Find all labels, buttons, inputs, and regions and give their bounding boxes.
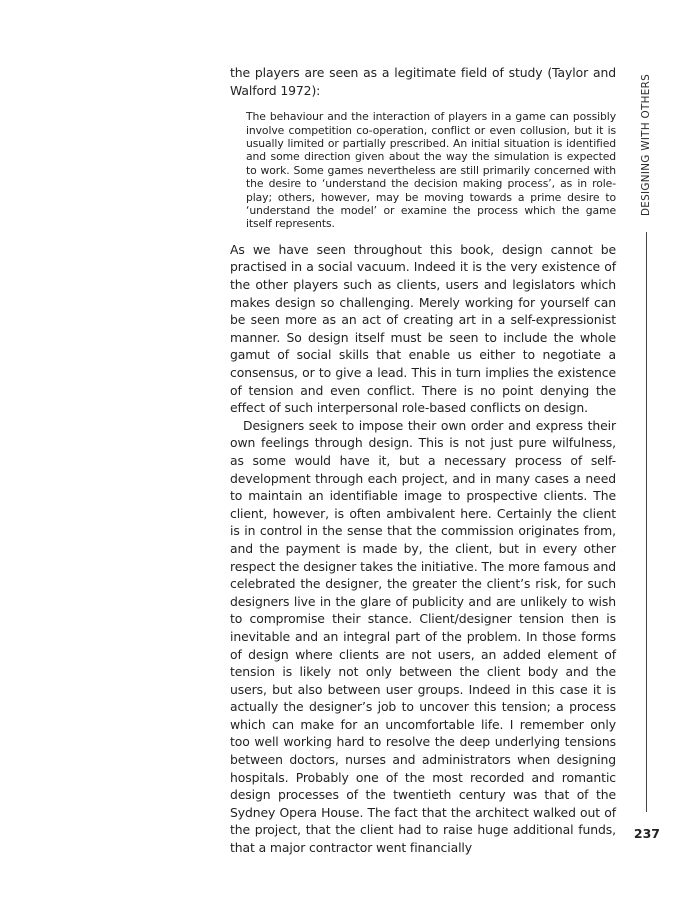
page-number: 237 — [633, 826, 660, 841]
vertical-rule — [646, 232, 647, 812]
running-head: DESIGNING WITH OTHERS — [640, 73, 652, 216]
lead-in-paragraph: the players are seen as a legitimate field of study (Taylor and Walford 1972): — [230, 65, 616, 98]
block-quote: The behaviour and the interaction of players in a game can possibly involve competition co-operation, conflict or even collusion, but it is usually limited or partially prescribed. An initial situation is identified and some direction given about the way the simulation is expected to work. Some games nevertheless are still primarily concerned with the desire to ‘understand the decision making process’, as in role-play; others, however, may be moving towards a prime desire to ‘understand the model’ or examine the process which the game itself represents. — [246, 110, 616, 231]
body-paragraph-2: Designers seek to impose their own order and express their own feelings through design. This is not just pure wilfulness, as some would have it, but a necessary process of self-development through each project, and in many cases a need to maintain an identifiable image to prospective clients. The client, however, is often ambivalent here. Certainly the client is in control in the sense that the commission originates from, and the payment is made by, the client, but in every other respect the designer takes the initiative. The more famous and celebrated the designer, the greater the client’s risk, for such designers live in the glare of publicity and are unlikely to wish to compromise their stance. Client/designer tension then is inevitable and an integral part of the problem. In those forms of design where clients are not users, an added element of tension is likely not only between the client body and the users, but also between user groups. Indeed in this case it is actually the designer’s job to uncover this tension; a process which can make for an uncomfortable life. I remember only too well working hard to resolve the deep underlying tensions between doctors, nurses and administrators when designing hospitals. Probably one of the most recorded and romantic design processes of the twentieth century was that of the Sydney Opera House. The fact that the architect walked out of the project, that the client had to raise huge additional funds, that a major contractor went financially — [230, 417, 616, 856]
body-paragraph-1: As we have seen throughout this book, design cannot be practised in a social vacuum. Indeed it is the very existence of the other players such as clients, users and legislators which makes design so challenging. Merely working for yourself can be seen more as an act of creating art in a self-expressionist manner. So design itself must be seen to include the whole gamut of social skills that enable us either to negotiate a consensus, or to give a lead. This in turn implies the existence of tension and even conflict. There is no point denying the effect of such interpersonal role-based conflicts on design. — [230, 241, 616, 416]
body-text-column — [230, 64, 616, 857]
